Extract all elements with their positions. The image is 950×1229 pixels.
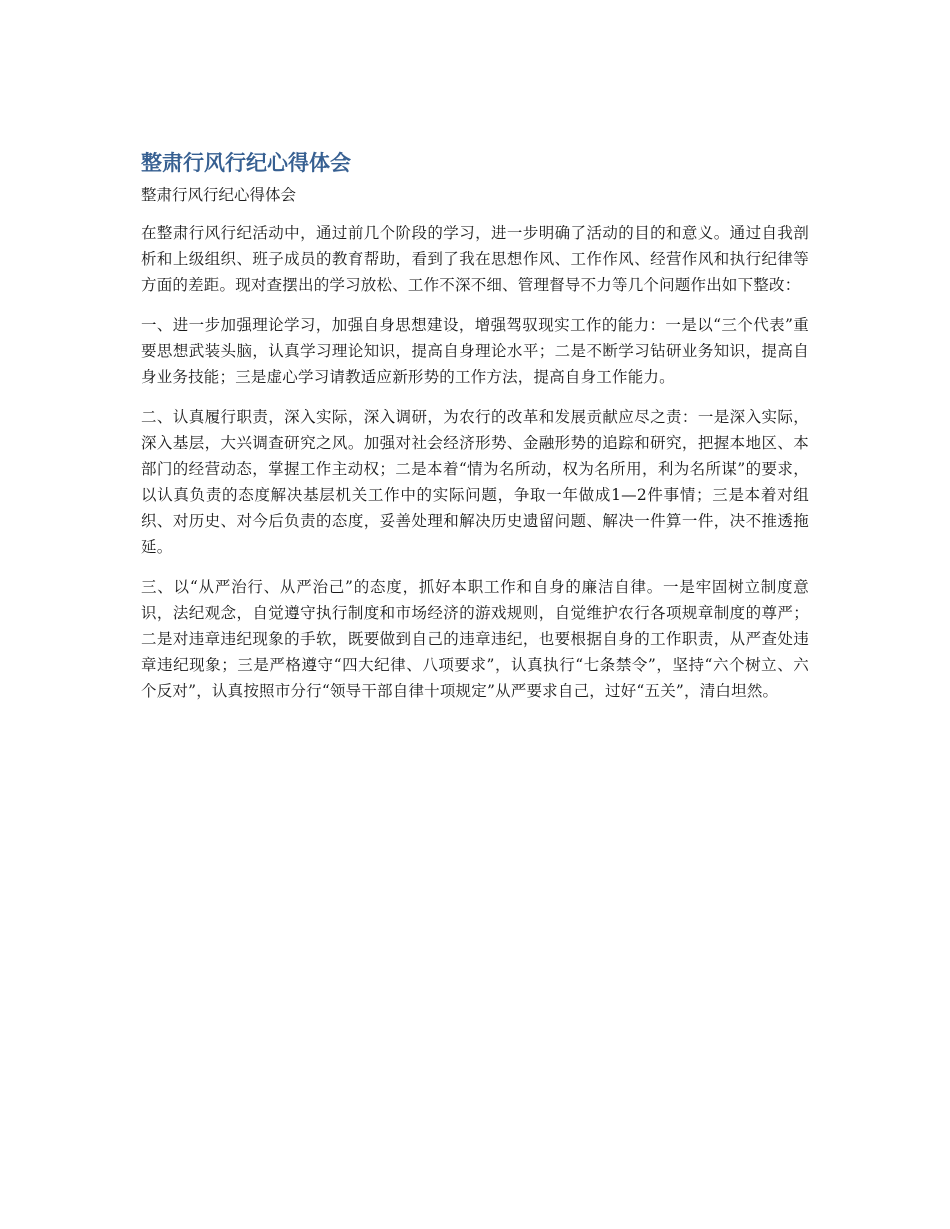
paragraph-intro: 在整肃行风行纪活动中，通过前几个阶段的学习，进一步明确了活动的目的和意义。通过自我剖析和上级组织、班子成员的教育帮助，看到了我在思想作风、工作作风、经营作风和执行纪律等方面的差距。现对查摆出的学习放松、工作不深不细、管理督导不力等几个问题作出如下整改： (141, 224, 809, 294)
document-page (141, 148, 809, 704)
document-subtitle: 整肃行风行纪心得体会 (141, 186, 297, 204)
document-title: 整肃行风行纪心得体会 (141, 151, 351, 175)
paragraph-point-one: 一、进一步加强理论学习，加强自身思想建设，增强驾驭现实工作的能力：一是以“三个代表”重要思想武装头脑，认真学习理论知识，提高自身理论水平；二是不断学习钻研业务知识，提高自身业务技能；三是虚心学习请教适应新形势的工作方法，提高自身工作能力。 (141, 316, 809, 386)
paragraph-point-three: 三、以“从严治行、从严治己”的态度，抓好本职工作和自身的廉洁自律。一是牢固树立制度意识，法纪观念，自觉遵守执行制度和市场经济的游戏规则，自觉维护农行各项规章制度的尊严；二是对违章违纪现象的手软，既要做到自己的违章违纪，也要根据自身的工作职责，从严查处违章违纪现象；三是严格遵守“四大纪律、八项要求”，认真执行“七条禁令”，坚持“六个树立、六个反对”，认真按照市分行“领导干部自律十项规定”从严要求自己，过好“五关”，清白坦然。 (141, 578, 809, 700)
paragraph-point-two: 二、认真履行职责，深入实际，深入调研，为农行的改革和发展贡献应尽之责：一是深入实际，深入基层，大兴调查研究之风。加强对社会经济形势、金融形势的追踪和研究，把握本地区、本部门的经营动态，掌握工作主动权；二是本着“情为名所动，权为名所用，利为名所谋”的要求，以认真负责的态度解决基层机关工作中的实际问题，争取一年做成1—2件事情；三是本着对组织、对历史、对今后负责的态度，妥善处理和解决历史遗留问题、解决一件算一件，决不推透拖延。 (141, 408, 809, 556)
